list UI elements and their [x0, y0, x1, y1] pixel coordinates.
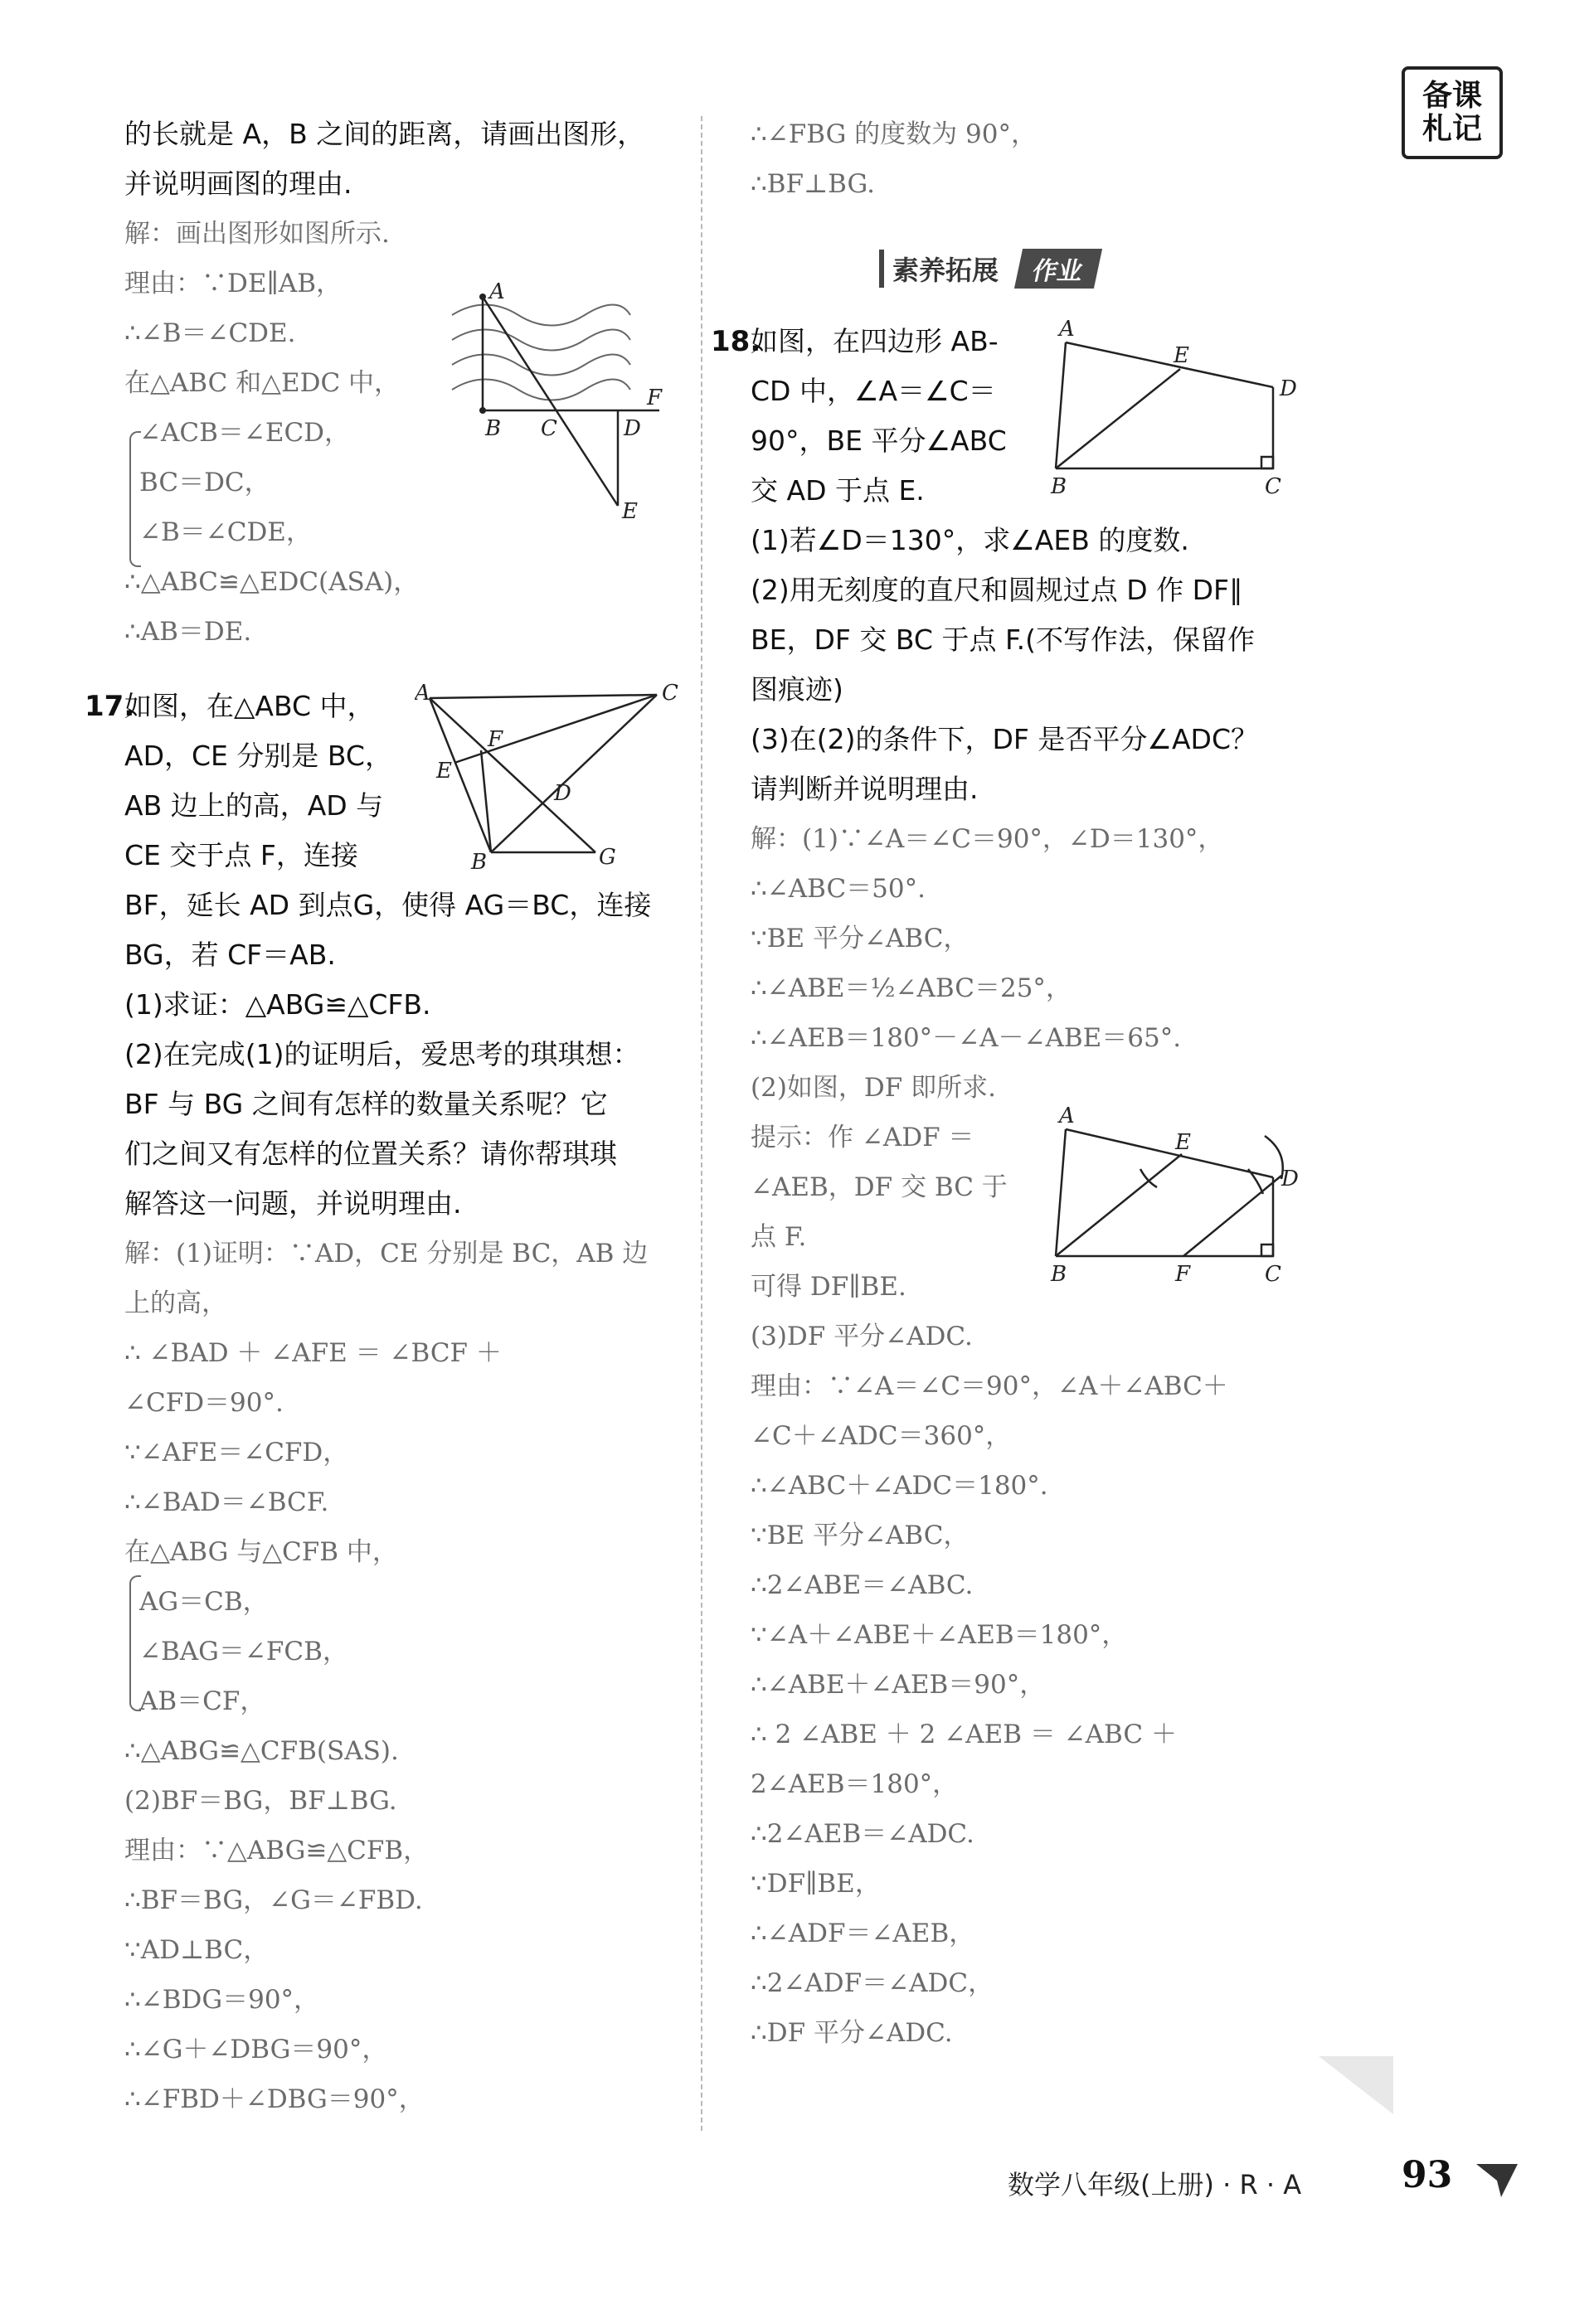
q16-line: 理由：∵DE∥AB， — [124, 269, 342, 298]
column-divider — [701, 116, 702, 2131]
fig16-label-b: B — [485, 416, 502, 441]
q16-line: ∴△ABC≌△EDC(ASA)， — [124, 567, 420, 597]
q18-line: ∠AEB，DF 交 BC 于 — [751, 1172, 1008, 1202]
prep-notes-badge — [1402, 66, 1503, 159]
q17-line: 解：(1)证明：∵AD，CE 分别是 BC，AB 边 — [124, 1239, 649, 1269]
q18-line: (2)用无刻度的直尺和圆规过点 D 作 DF∥ — [751, 574, 1243, 606]
q18-line: ∴DF 平分∠ADC. — [751, 2018, 953, 2048]
q17-line: ∠BAG＝∠FCB， — [139, 1637, 348, 1667]
q17-line: ∠CFD＝90°. — [124, 1388, 284, 1418]
question-17-number: 17. — [85, 690, 135, 723]
q16-line: ∴∠B＝∠CDE. — [124, 318, 296, 348]
fig18a-label-c: C — [1265, 474, 1281, 499]
q17-line: 们之间又有怎样的位置关系？请你帮琪琪 — [124, 1138, 617, 1170]
q16-line: 的长就是 A，B 之间的距离，请画出图形， — [124, 118, 645, 150]
fig17-label-d: D — [554, 781, 571, 806]
fig17-label-f: F — [488, 727, 503, 752]
q17-line: ∴∠BAD＝∠BCF. — [124, 1487, 329, 1517]
q18-line: 如图，在四边形 AB- — [751, 325, 999, 357]
q16-line: 解：画出图形如图所示. — [124, 219, 390, 249]
q18-line: ∴∠AEB＝180°－∠A－∠ABE＝65°. — [751, 1023, 1182, 1053]
q18-line: ∴∠ABE＝½∠ABC＝25°， — [751, 973, 1072, 1003]
q18-line: (2)如图，DF 即所求. — [751, 1073, 996, 1103]
q18-line: 可得 DF∥BE. — [751, 1272, 906, 1302]
q17-line: (1)求证：△ABG≌△CFB. — [124, 988, 431, 1021]
q18-line: ∴∠ADF＝∠AEB， — [751, 1919, 975, 1948]
q18-line: 点 F. — [751, 1222, 807, 1252]
q17-line: 如图，在△ABC 中， — [124, 690, 375, 722]
q17-line: ∴∠BDG＝90°， — [124, 1985, 320, 2015]
q18-line: 提示：作 ∠ADF ＝ — [751, 1123, 974, 1152]
q17-line: AB＝CF， — [139, 1686, 266, 1716]
q17-line: 在△ABG 与△CFB 中， — [124, 1537, 398, 1567]
fig18b-label-c: C — [1265, 1262, 1281, 1287]
fig18b-label-a: A — [1059, 1104, 1075, 1128]
fig18b-label-e: E — [1175, 1130, 1191, 1155]
page-fold-mark — [1319, 2056, 1393, 2114]
figure-17 — [415, 680, 680, 871]
fig16-label-e: E — [622, 499, 638, 522]
brace-sas — [129, 1575, 141, 1711]
q18-line: ∴∠ABC＋∠ADC＝180°. — [751, 1471, 1048, 1501]
q18-line: (3)在(2)的条件下，DF 是否平分∠ADC？ — [751, 723, 1258, 755]
q18-line: 交 AD 于点 E. — [751, 474, 925, 507]
fig18a-label-e: E — [1174, 343, 1189, 368]
q17-cont-line: ∴BF⊥BG. — [751, 169, 876, 199]
q17-line: ∴BF＝BG，∠G＝∠FBD. — [124, 1885, 423, 1915]
figure-16 — [448, 282, 680, 522]
fig18b-label-d: D — [1281, 1167, 1299, 1191]
fig18b-label-f: F — [1175, 1262, 1191, 1287]
fig16-label-d: D — [624, 416, 641, 441]
fig16-label-a: A — [489, 282, 505, 304]
q17-line: ∴∠G＋∠DBG＝90°， — [124, 2035, 388, 2064]
q17-line: 上的高， — [124, 1288, 227, 1318]
q17-line: ∵AD⊥BC， — [124, 1935, 270, 1965]
fig17-label-g: G — [599, 845, 616, 870]
fig16-label-f: F — [647, 386, 663, 410]
q17-line: AD，CE 分别是 BC， — [124, 740, 392, 772]
fig18b-label-b: B — [1051, 1262, 1067, 1287]
q18-line: ∴ 2 ∠ABE ＋ 2 ∠AEB ＝ ∠ABC ＋ — [751, 1720, 1177, 1749]
q17-cont-line: ∴∠FBG 的度数为 90°， — [751, 119, 1037, 149]
page-number: 93 — [1402, 2154, 1453, 2196]
fig18a-label-a: A — [1059, 319, 1075, 342]
badge-line-2: 札记 — [1421, 112, 1482, 146]
q18-line: ∴2∠ABE＝∠ABC. — [751, 1570, 974, 1600]
q18-line: ∠C＋∠ADC＝360°， — [751, 1421, 1012, 1451]
q17-line: ∵∠AFE＝∠CFD， — [124, 1438, 349, 1468]
q17-line: AG＝CB， — [139, 1587, 269, 1617]
q18-line: 请判断并说明理由. — [751, 773, 979, 805]
section-tag: 作业 — [1014, 249, 1102, 289]
q18-line: 理由：∵∠A＝∠C＝90°，∠A＋∠ABC＋ — [751, 1371, 1228, 1401]
q16-line: 并说明画图的理由. — [124, 167, 352, 200]
q18-line: 图痕迹) — [751, 673, 843, 706]
q17-line: BF，延长 AD 到点G，使得 AG＝BC，连接 — [124, 889, 652, 921]
fig17-label-a: A — [415, 681, 430, 706]
q17-line: BF 与 BG 之间有怎样的数量关系呢？它 — [124, 1088, 608, 1120]
q17-line: (2)BF＝BG，BF⊥BG. — [124, 1786, 397, 1816]
q18-line: ∴∠ABE＋∠AEB＝90°， — [751, 1670, 1046, 1700]
q18-line: CD 中，∠A＝∠C＝ — [751, 375, 996, 407]
q18-line: 解：(1)∵∠A＝∠C＝90°，∠D＝130°， — [751, 824, 1224, 854]
brace-asa — [129, 431, 141, 567]
q16-line: ∠ACB＝∠ECD， — [139, 418, 351, 448]
q18-line: (3)DF 平分∠ADC. — [751, 1322, 973, 1351]
q18-line: ∴2∠AEB＝∠ADC. — [751, 1819, 974, 1849]
q18-line: ∵BE 平分∠ABC， — [751, 1521, 970, 1550]
fig17-label-e: E — [436, 759, 452, 784]
q17-line: CE 交于点 F，连接 — [124, 839, 358, 871]
fig17-label-c: C — [662, 681, 678, 706]
q16-line: BC＝DC， — [139, 468, 270, 497]
q17-line: AB 边上的高，AD 与 — [124, 789, 384, 822]
q17-line: ∴ ∠BAD ＋ ∠AFE ＝ ∠BCF ＋ — [124, 1338, 502, 1368]
q16-line: 在△ABC 和△EDC 中， — [124, 368, 401, 398]
q17-line: ∴∠FBD＋∠DBG＝90°， — [124, 2084, 425, 2114]
corner-arrow-icon — [1472, 2156, 1522, 2205]
q18-line: ∴∠ABC＝50°. — [751, 874, 926, 904]
q17-line: BG，若 CF＝AB. — [124, 939, 336, 971]
q16-line: ∠B＝∠CDE， — [139, 517, 312, 547]
fig16-label-c: C — [541, 416, 557, 441]
footer-subject: 数学八年级(上册) · R · A — [1008, 2169, 1302, 2200]
q17-line: ∴△ABG≌△CFB(SAS). — [124, 1736, 399, 1766]
q18-line: ∵DF∥BE， — [751, 1869, 881, 1899]
figure-18b — [1041, 1103, 1315, 1293]
badge-line-1: 备课 — [1421, 79, 1482, 113]
q18-line: 90°，BE 平分∠ABC — [751, 425, 1007, 457]
q18-line: ∵BE 平分∠ABC， — [751, 924, 970, 953]
q17-line: 理由：∵△ABG≌△CFB， — [124, 1836, 430, 1866]
q18-line: (1)若∠D＝130°，求∠AEB 的度数. — [751, 524, 1189, 556]
figure-18a — [1041, 319, 1315, 502]
q18-line: 2∠AEB＝180°， — [751, 1769, 959, 1799]
fig17-label-b: B — [471, 850, 488, 871]
q18-line: ∴2∠ADF＝∠ADC， — [751, 1968, 994, 1998]
q18-line: ∵∠A＋∠ABE＋∠AEB＝180°， — [751, 1620, 1128, 1650]
q16-line: ∴AB＝DE. — [124, 617, 252, 647]
section-title: 素养拓展 — [879, 250, 1007, 288]
q17-line: 解答这一问题，并说明理由. — [124, 1187, 462, 1220]
q18-line: BE，DF 交 BC 于点 F.(不写作法，保留作 — [751, 623, 1255, 656]
question-18-number: 18. — [711, 325, 761, 358]
section-header — [879, 249, 1098, 289]
q17-line: (2)在完成(1)的证明后，爱思考的琪琪想： — [124, 1038, 640, 1070]
fig18a-label-b: B — [1051, 474, 1067, 499]
fig18a-label-d: D — [1280, 376, 1297, 401]
